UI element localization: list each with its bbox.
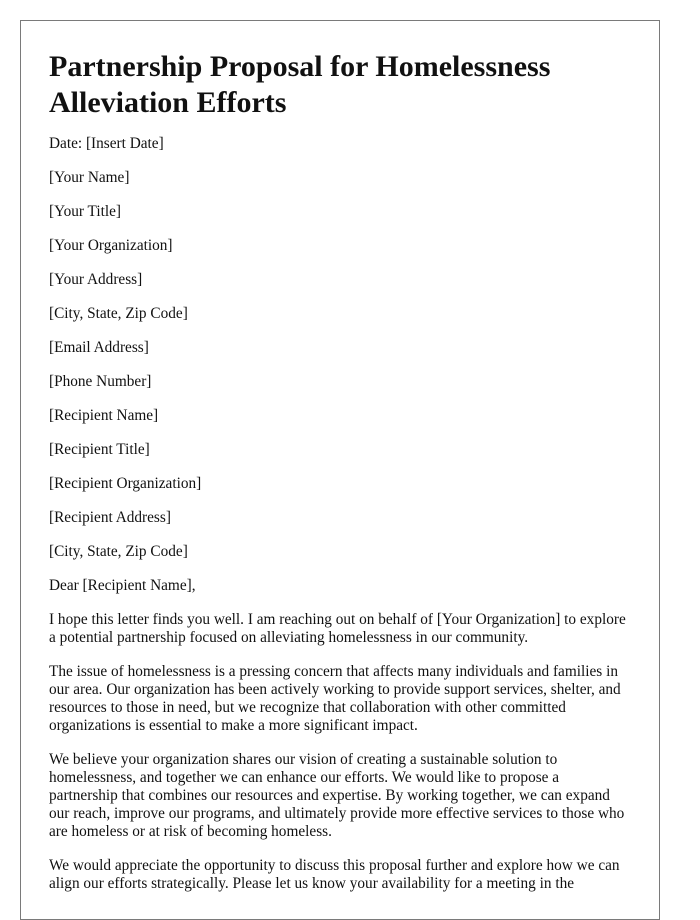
letter-page	[20, 20, 660, 920]
body-paragraph-1: I hope this letter finds you well. I am reaching out on behalf of [Your Organization] to explore a potential partnership focused on alleviating homelessness in our community.	[49, 611, 626, 646]
sender-title: [Your Title]	[49, 203, 121, 220]
body-paragraph-4: We would appreciate the opportunity to discuss this proposal further and explore how we can align our efforts strategically. Please let us know your availability for a meeting in the	[49, 857, 620, 892]
letter-title: Partnership Proposal for Homelessness Alleviation Efforts	[49, 50, 551, 119]
body-paragraph-2: The issue of homelessness is a pressing concern that affects many individuals and families in our area. Our organization has been actively working to provide support services, shelter, and resources to those in need, but we recognize that collaboration with other committed organizations is essential to make a more significant impact.	[49, 663, 621, 734]
recipient-city-state-zip: [City, State, Zip Code]	[49, 543, 188, 560]
salutation: Dear [Recipient Name],	[49, 577, 196, 594]
sender-email: [Email Address]	[49, 339, 149, 356]
sender-phone: [Phone Number]	[49, 373, 152, 390]
recipient-title: [Recipient Title]	[49, 441, 150, 458]
sender-city-state-zip: [City, State, Zip Code]	[49, 305, 188, 322]
date-line: Date: [Insert Date]	[49, 135, 164, 152]
recipient-address: [Recipient Address]	[49, 509, 171, 526]
sender-organization: [Your Organization]	[49, 237, 173, 254]
recipient-organization: [Recipient Organization]	[49, 475, 202, 492]
sender-name: [Your Name]	[49, 169, 130, 186]
body-paragraph-3: We believe your organization shares our vision of creating a sustainable solution to homelessness, and together we can enhance our efforts. We would like to propose a partnership that combines our resources and expertise. By working together, we can expand our reach, improve our programs, and ultimately provide more effective services to those who are homeless or at risk of becoming homeless.	[49, 751, 625, 840]
sender-address: [Your Address]	[49, 271, 143, 288]
recipient-name: [Recipient Name]	[49, 407, 159, 424]
